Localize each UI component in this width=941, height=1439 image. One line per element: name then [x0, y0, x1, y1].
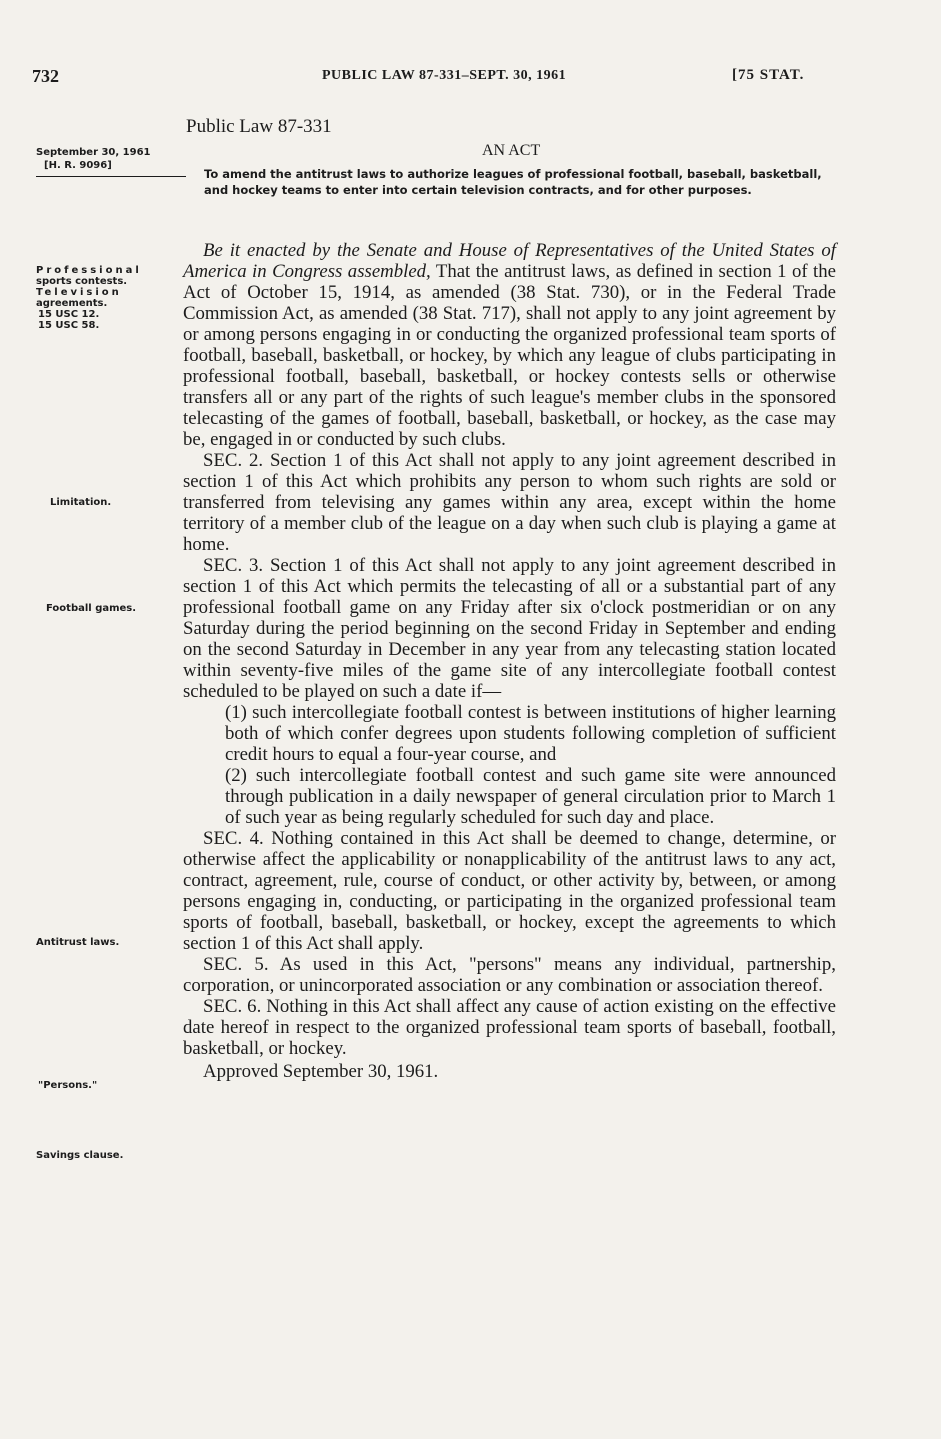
- page-number: 732: [32, 66, 59, 86]
- enactment-date: September 30, 1961: [36, 147, 151, 158]
- law-title: Public Law 87-331: [186, 116, 332, 137]
- section-6: SEC. 6. Nothing in this Act shall affect any cause of action existing on the effective date hereof in respect to the organized professional team sports of baseball, football, basketball, or hockey.: [183, 996, 836, 1059]
- section-2: SEC. 2. Section 1 of this Act shall not apply to any joint agreement described in section 1 of this Act which prohibits any person to whom such rights are sold or transferred from televising any games within any area, except within the home territory of a member club of the league on a day when such club is playing a game at home.: [183, 450, 836, 555]
- section-5: SEC. 5. As used in this Act, "persons" means any individual, partnership, corporation, or unincorporated association or any combination or association thereof.: [183, 954, 836, 996]
- enacting-clause: Be it enacted by the Senate and House of Representatives of the United States of America in Congress assembled,: [183, 240, 836, 282]
- section-3-clause-1: (1) such intercollegiate football contest is between institutions of higher learning both of which confer degrees upon students following completion of sufficient credit hours to equal a four-year course, and: [225, 702, 836, 765]
- header-volume: [75 STAT.: [732, 67, 805, 83]
- margin-note-football-games: Football games.: [46, 603, 137, 614]
- approval-line: Approved September 30, 1961.: [203, 1061, 439, 1082]
- section-3: SEC. 3. Section 1 of this Act shall not apply to any joint agreement described in section 1 of this Act which permits the telecasting of all or a substantial part of any professional football game on any Friday after six o'clock postmeridian or on any Saturday during the period beginning on the second Friday in September and ending on the second Saturday in December in any year from any telecasting station located within seventy-five miles of the game site of any intercollegiate football contest scheduled to be played on such a date if—: [183, 555, 836, 702]
- margin-note-persons: "Persons.": [38, 1080, 98, 1091]
- act-purpose: To amend the antitrust laws to authorize leagues of professional football, baseball, basketball, and hockey teams to enter into certain television contracts, and for other purposes.: [204, 167, 822, 197]
- section-1-text: That the antitrust laws, as defined in section 1 of the Act of October 15, 1914, as amended (38 Stat. 730), or in the Federal Trade Commission Act, as amended (38 Stat. 717), shall not apply to any joint agreement by or among persons engaging in or conducting the organized professional team sports of football, baseball, basketball, or hockey, by which any league of clubs participating in professional football, baseball, basketball, or hockey contests sells or otherwise transfers all or any part of the rights of such league's member clubs in the sponsored telecasting of the games of football, baseball, basketball, or hockey, as the case may be, engaged in or conducted by such clubs.: [183, 261, 836, 450]
- section-3-clause-2: (2) such intercollegiate football contest and such game site were announced through publication in a daily newspaper of general circulation prior to March 1 of such year as being regularly scheduled for such day and place.: [225, 765, 836, 828]
- act-body: [183, 240, 836, 1082]
- margin-note-savings-clause: Savings clause.: [36, 1150, 124, 1161]
- date-divider: [36, 176, 186, 177]
- act-label: AN ACT: [482, 142, 541, 159]
- margin-note-line: Professional: [36, 265, 142, 276]
- margin-note-line: Television: [36, 287, 122, 298]
- margin-note-line: agreements.: [36, 298, 108, 309]
- margin-note-antitrust-laws: Antitrust laws.: [36, 937, 120, 948]
- section-1: [183, 240, 836, 450]
- margin-note-line: sports contests.: [36, 276, 128, 287]
- margin-note-limitation: Limitation.: [50, 497, 112, 508]
- margin-note-citation: 15 USC 12.: [38, 309, 100, 320]
- running-header: [32, 66, 841, 90]
- margin-note-citation: 15 USC 58.: [38, 320, 100, 331]
- section-4: SEC. 4. Nothing contained in this Act shall be deemed to change, determine, or otherwise affect the applicability or nonapplicability of the antitrust laws to any act, contract, agreement, rule, course of conduct, or other activity by, between, or among persons engaging in, conducting, or participating in the organized professional team sports of football, baseball, basketball, or hockey, except the agreements to which section 1 of this Act shall apply.: [183, 828, 836, 954]
- bill-number: [H. R. 9096]: [44, 160, 112, 171]
- enactment-date-note: [36, 146, 178, 172]
- header-title: PUBLIC LAW 87-331–SEPT. 30, 1961: [322, 68, 567, 83]
- margin-note-professional-sports: [36, 265, 142, 331]
